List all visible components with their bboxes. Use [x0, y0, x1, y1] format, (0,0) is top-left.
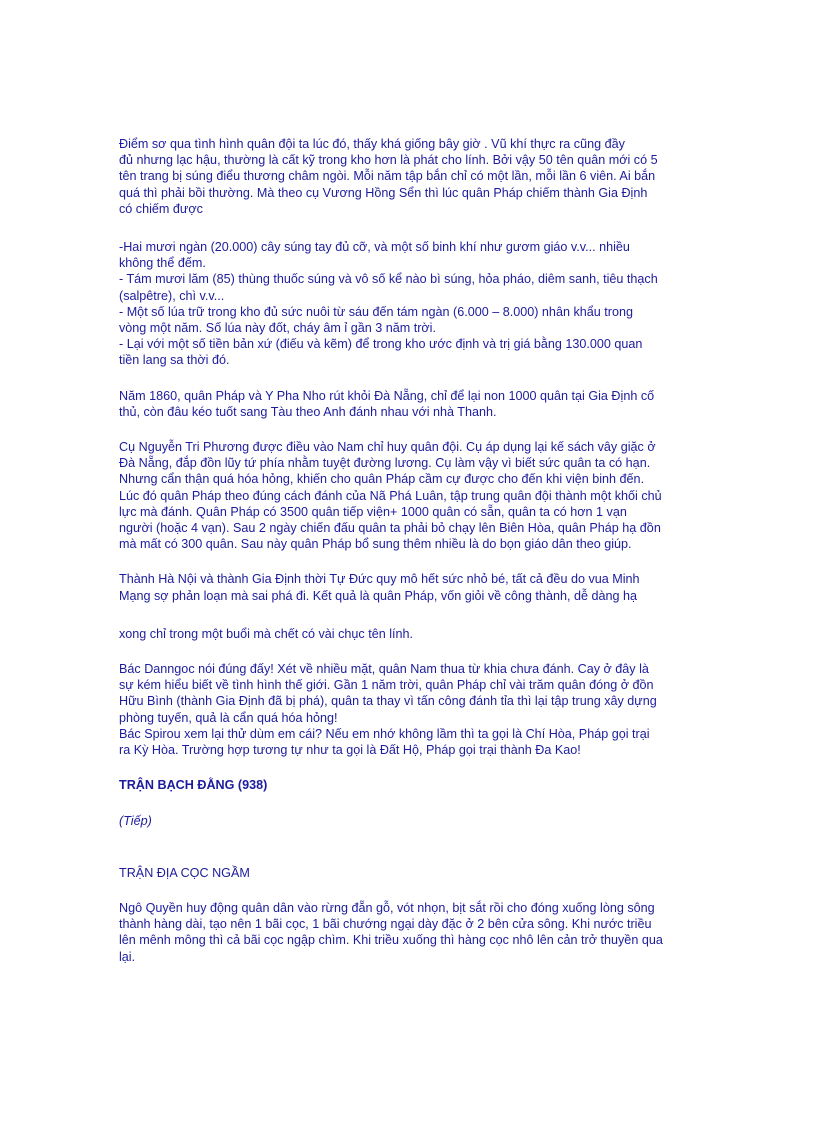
text-line: Bác Spirou xem lại thử dùm em cái? Nếu em nhớ không lầm thì ta gọi là Chí Hòa, Pháp gọi trại — [119, 726, 650, 741]
text-line: xong chỉ trong một buổi mà chết có vài chục tên lính. — [119, 626, 414, 641]
text-line: lực mà đánh. Quân Pháp có 3500 quân tiếp viện+ 1000 quân có sẵn, quân ta có hơn 1 vạn — [119, 504, 627, 519]
list-item: (salpêtre), chì v.v... — [119, 288, 225, 303]
section-subheading: (Tiếp) — [119, 813, 152, 828]
list-item: tiền lang sa thời đó. — [119, 353, 230, 368]
paragraph-nguyen-tri-phuong — [119, 439, 699, 552]
text-line: thành hàng dài, tạo nên 1 bãi cọc, 1 bãi chướng ngại dày đặc ở 2 bên cửa sông. Khi nước triều — [119, 917, 652, 932]
section-heading: TRẬN BẠCH ĐẰNG (938) — [119, 778, 268, 793]
text-line: Thành Hà Nội và thành Gia Định thời Tự Đức quy mô hết sức nhỏ bé, tất cả đều do vua Minh — [119, 572, 640, 587]
paragraph-citadels — [119, 571, 699, 603]
paragraph-captured-items-list — [119, 239, 699, 369]
list-item: không thể đếm. — [119, 256, 206, 271]
text-line: người (hoặc 4 vạn). Sau 2 ngày chiến đấu quân ta phải bỏ chạy lên Biên Hòa, quân Pháp hạ đồn — [119, 521, 661, 536]
text-line: đủ nhưng lạc hậu, thường là cất kỹ trong kho hơn là phát cho lính. Bởi vậy 50 tên quân mới có 5 — [119, 153, 658, 168]
paragraph-1860 — [119, 388, 699, 420]
text-line: Năm 1860, quân Pháp và Y Pha Nho rút khỏi Đà Nẵng, chỉ để lại non 1000 quân tại Gia Định cố — [119, 388, 655, 403]
text-line: thủ, còn đâu kéo tuốt sang Tàu theo Anh đánh nhau với nhà Thanh. — [119, 404, 497, 419]
text-line: mà mất có 300 quân. Sau này quân Pháp bổ sung thêm nhiều là do bọn giáo dân theo giúp. — [119, 537, 632, 552]
list-item: - Một số lúa trữ trong kho đủ sức nuôi từ sáu đến tám ngàn (6.000 – 8.000) nhân khẩu trong — [119, 304, 633, 319]
text-line: Bác Danngoc nói đúng đấy! Xét về nhiều mặt, quân Nam thua từ khia chưa đánh. Cay ở đây là — [119, 662, 649, 677]
document-page — [119, 136, 699, 965]
text-line: lên mênh mông thì cả bãi cọc ngập chìm. Khi triều xuống thì hàng cọc nhô lên cản trở thuyền qua — [119, 933, 663, 948]
text-line: ra Kỳ Hòa. Trường hợp tương tự như ta gọi là Đất Hộ, Pháp gọi trại thành Đa Kao! — [119, 743, 581, 758]
list-item: - Tám mươi lăm (85) thùng thuốc súng và vô số kể nào bì súng, hỏa pháo, diêm sanh, tiêu thạch — [119, 272, 658, 287]
paragraph-ngo-quyen — [119, 900, 699, 965]
text-line: Điểm sơ qua tình hình quân đội ta lúc đó, thấy khá giống bây giờ . Vũ khí thực ra cũng đầy — [119, 137, 625, 151]
list-item: -Hai mươi ngàn (20.000) cây súng tay đủ cỡ, và một số binh khí như gươm giáo v.v... nhiều — [119, 240, 630, 255]
text-line: sự kém hiểu biết về tình hình thế giới. Gần 1 năm trời, quân Pháp chỉ vài trăm quân đóng ở đồn — [119, 678, 654, 693]
text-line: Lúc đó quân Pháp theo đúng cách đánh của Nã Phá Luân, tập trung quân đội thành một khối chủ — [119, 488, 662, 503]
list-item: vòng một năm. Số lúa này đốt, cháy âm ỉ gần 3 năm trời. — [119, 321, 436, 336]
paragraph-forum-replies — [119, 661, 699, 758]
section-title: TRẬN ĐỊA CỌC NGẦM — [119, 865, 250, 880]
text-line: Mạng sợ phản loạn mà sai phá đi. Kết quả là quân Pháp, vốn giỏi về công thành, dễ dàng hạ — [119, 588, 637, 603]
text-line: quá thì phải bồi thường. Mà theo cụ Vương Hồng Sển thì lúc quân Pháp chiếm thành Gia Định — [119, 185, 648, 200]
text-line: Nhưng cẩn thận quá hóa hỏng, khiến cho quân Pháp cầm cự được cho đến khi viện binh đến. — [119, 472, 645, 487]
text-line: lại. — [119, 949, 136, 964]
text-line: Hữu Bình (thành Gia Định đã bị phá), quân ta thay vì tấn công đánh tỉa thì lại tập trung xây dựng — [119, 694, 657, 709]
text-line: Ngô Quyền huy động quân dân vào rừng đẵn gỗ, vót nhọn, bịt sắt rồi cho đóng xuống lòng sông — [119, 900, 655, 915]
text-line: Đà Nẵng, đắp đồn lũy tứ phía nhằm tuyệt đường lương. Cụ làm vậy vì biết sức quân ta có hạn. — [119, 456, 651, 471]
list-item: - Lại với một số tiền bản xứ (điếu và kẽm) để trong kho ước định và trị giá bằng 130.000 quan — [119, 337, 643, 352]
text-line: có chiếm được — [119, 201, 203, 216]
paragraph-army-situation — [119, 136, 699, 217]
text-line: Cụ Nguyễn Tri Phương được điều vào Nam chỉ huy quân đội. Cụ áp dụng lại kế sách vây giặc ở — [119, 440, 656, 455]
text-line: phòng tuyến, quả là cẩn quá hóa hỏng! — [119, 710, 338, 725]
paragraph-citadels-continued — [119, 626, 699, 642]
text-line: tên trang bị súng điểu thương châm ngòi. Mỗi năm tập bắn chỉ có một lần, mỗi lần 6 viên. Ai bắn — [119, 169, 656, 184]
